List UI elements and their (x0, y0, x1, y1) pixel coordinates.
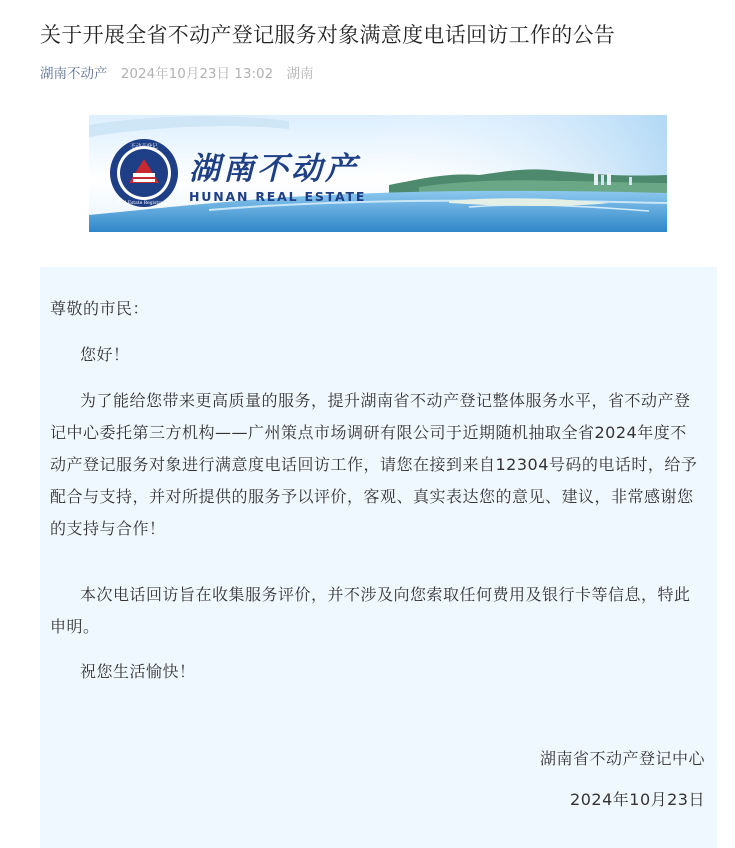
article-title: 关于开展全省不动产登记服务对象满意度电话回访工作的公告 (40, 23, 616, 47)
letter-closing-wish: 祝您生活愉快！ (80, 662, 196, 681)
letter-body-paragraph-1: 为了能给您带来更高质量的服务，提升湖南省不动产登记整体服务水平，省不动产登记中心委托第三方机构——广州策点市场调研有限公司于近期随机抽取全省2024年度不动产登记服务对象进行满意度电话回访工作，请您在接到来自12304号码的电话时，给予配合与支持，并对所提供的服务予以评价，客观、真实表达您的意见、建议，非常感谢您的支持与合作！ (50, 391, 698, 538)
publish-location: 湖南 (286, 66, 314, 82)
letter-greeting: 尊敬的市民： (50, 299, 150, 318)
letter-hello: 您好！ (80, 345, 130, 364)
announcement-letter (40, 267, 717, 848)
publish-time: 2024年10月23日 13:02 (120, 66, 274, 82)
letter-body-paragraph-2: 本次电话回访旨在收集服务评价，并不涉及向您索取任何费用及银行卡等信息，特此申明。 (50, 585, 691, 636)
banner-title-en: HUNAN REAL ESTATE (189, 189, 367, 204)
banner-title-cn: 湖南不动产 (189, 151, 359, 187)
article-meta (40, 64, 323, 84)
letter-signature: 湖南省不动产登记中心 (539, 749, 705, 768)
seal-top-text: 不动产登记 (130, 144, 158, 150)
account-name-link[interactable]: 湖南不动产 (40, 66, 108, 82)
banner-image (89, 115, 667, 232)
letter-date: 2024年10月23日 (570, 790, 705, 809)
seal-bottom-text: Real Estate Registration (116, 201, 172, 206)
